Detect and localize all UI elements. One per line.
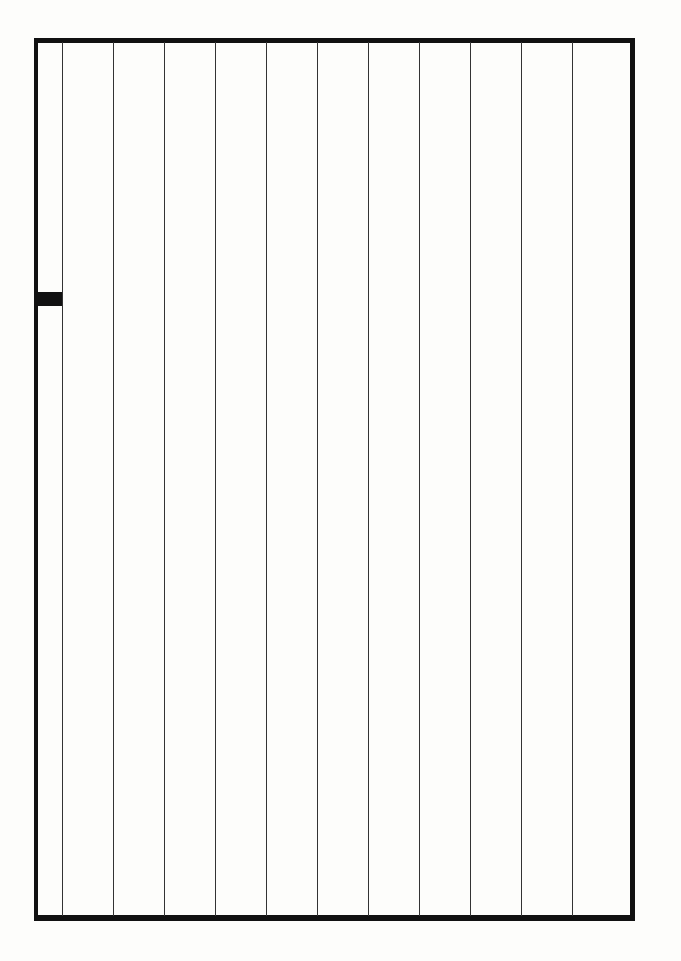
text-column-9 [172,48,220,908]
text-column-10 [121,48,169,908]
text-column-5 [376,48,424,908]
page-border-top [34,38,634,43]
text-column-1 [580,48,628,908]
text-column-3 [478,48,526,908]
text-column-2 [529,48,577,908]
text-column-11 [70,48,118,908]
page-border-right [630,38,635,921]
text-column-8 [223,48,271,908]
fish-tail-mark [38,292,62,306]
text-column-6 [325,48,373,908]
text-column-7 [274,48,322,908]
text-column-4 [427,48,475,908]
page-border-bottom [34,915,634,921]
page-border-left [34,38,38,921]
column-rule [62,42,63,916]
